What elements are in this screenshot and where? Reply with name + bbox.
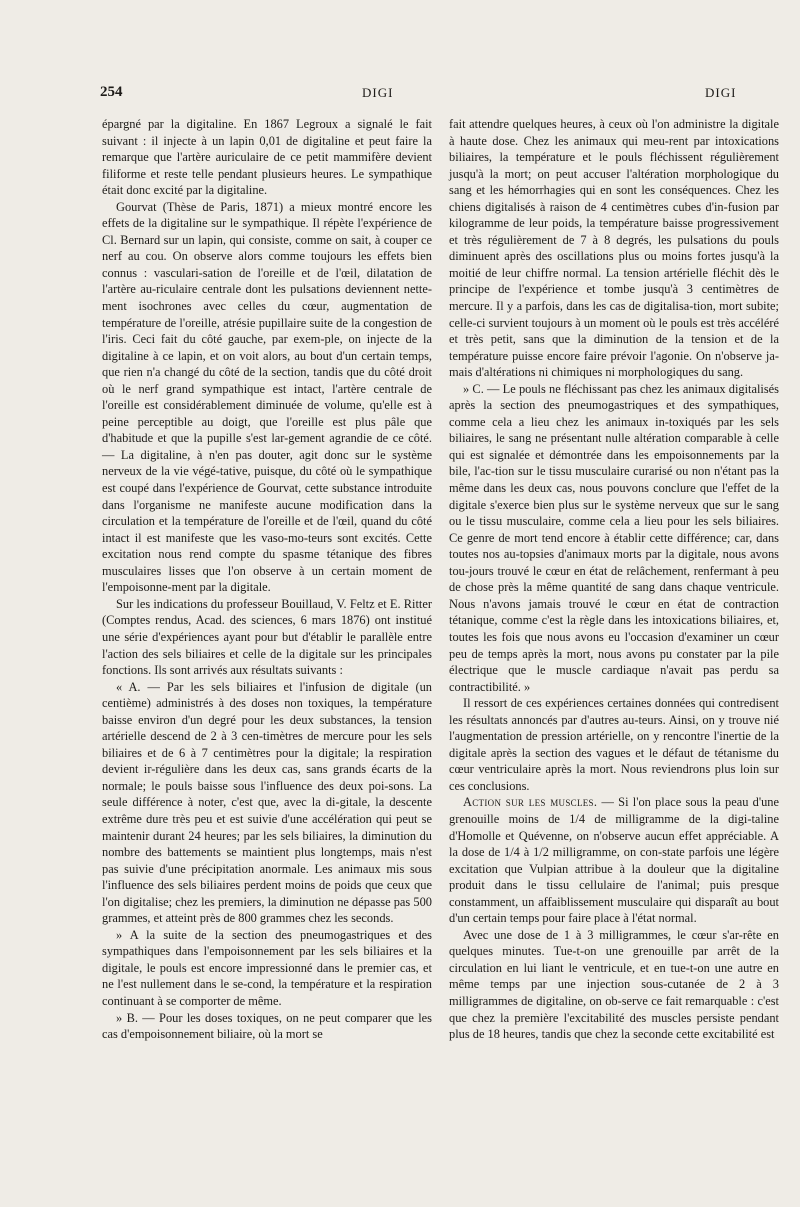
paragraph: » B. — Pour les doses toxiques, on ne peut comparer que les cas d'empoisonnement biliaire, où la mort se (102, 1010, 432, 1042)
paragraph: fait attendre quelques heures, à ceux où l'on administre la digitale à haute dose. Chez les animaux qui meu-rent par intoxications biliaires, la température et le pouls fléchissent régulièrement jusqu'à la mort; on peut accuser l'altération morphologique du sang et les hémorrhagies qui en sont les conséquences. Chez les chiens digitalisés à raison de 4 centimètres cubes d'in-fusion par kilogramme de leur poids, la température baisse progressivement et très régulièrement de 7 à 8 degrés, les pulsations du pouls diminuent après des oscillations plus ou moins fortes jusqu'à la moitié de leur chiffre normal. La tension artérielle fléchit dès le principe de l'expérience et tombe jusqu'à 3 centimètres de mercure. Il y a parfois, dans les cas de digitalisa-tion, mort subite; celle-ci survient toujours à un moment où le pouls est très accéléré et très petit, sans que la diminution de la tension et de la température puisse encore faire prévoir l'agonie. On n'observe ja-mais d'altérations ni chimiques ni morphologiques du sang. (449, 117, 779, 380)
paragraph: Il ressort de ces expériences certaines données qui contredisent les résultats annoncés par d'autres au-teurs. Ainsi, on y trouve nié l'augmentation de pression artérielle, on y rencontre l'inertie de la digitale après la section des vagues et le défaut de tétanisme du cœur ventriculaire après la mort. Nous reviendrons plus loin sur ces conclusions. (449, 696, 779, 793)
section-heading: Action sur les muscles. (463, 795, 598, 810)
page-number: 254 (100, 84, 123, 100)
paragraph: » A la suite de la section des pneumogastriques et des sympathiques dans l'empoisonnement par les sels biliaires et la digitale, le pouls est encore impressionné dans le premier cas, et ne l'est nullement dans le se-cond, la température et la respiration continuant à se comporter de même. (102, 927, 432, 1008)
paragraph: » C. — Le pouls ne fléchissant pas chez les animaux digitalisés après la section des pneumogastriques et des sympathiques, comme cela a lieu chez les animaux in-toxiqués par les sels biliaires, le sang ne présentant nulle altération comparable à celle qui est signalée et démontrée dans les empoisonnements par la bile, l'ac-tion sur le tissu musculaire curarisé ou non n'étant pas la même dans les deux cas, nous pouvons conclure que l'effet de la digitale s'exerce bien plus sur le système nerveux que sur le sang ou le tissu musculaire, comme cela a lieu pour les sels biliaires. Ce genre de mort tend encore à établir cette différence; car, dans toutes nos au-topsies d'animaux morts par la digitale, nous avons tou-jours trouvé le cœur en état de relâchement, renfermant à peu de chose près la même quantité de sang dans chaque ventricule. Nous n'avons jamais trouvé le cœur en état de contraction tétanique, comme c'est la règle dans les intoxications biliaires, et, toutes les fois que nous avons eu l'occasion d'examiner un cœur peu de temps après la mort, nous avons pu constater par la pile électrique que le muscle cardiaque n'avait pas perdu sa contractibilité. » (449, 381, 779, 694)
running-head-left: DIGI (362, 85, 394, 100)
page-header (100, 84, 780, 106)
left-column (102, 116, 432, 1043)
paragraph: Avec une dose de 1 à 3 milligrammes, le cœur s'ar-rête en quelques minutes. Tue-t-on une grenouille par arrêt de la circulation en lui liant le ventricule, et en tue-t-on une autre en même temps par une injection sous-cutanée de 2 à 3 milligrammes de digitaline, on ob-serve ce fait remarquable : c'est que chez la première l'excitabilité des muscles persiste pendant plus de 18 heures, tandis que chez la seconde cette excitabilité est (449, 927, 779, 1042)
running-head-right: DIGI (705, 85, 737, 100)
paragraph-section (449, 794, 779, 926)
paragraph: Sur les indications du professeur Bouillaud, V. Feltz et E. Ritter (Comptes rendus, Acad. des sciences, 6 mars 1876) ont institué une série d'expériences ayant pour but d'établir le parallèle entre l'action des sels biliaires et celle de la digitale sur les principales fonctions. Ils sont arrivés aux résultats suivants : (102, 596, 432, 678)
paragraph: « A. — Par les sels biliaires et l'infusion de digitale (un centième) administrés à des doses non toxiques, la température baisse environ d'un degré pour les deux substances, la tension artérielle descend de 2 à 3 cen-timètres de mercure pour les sels biliaires et de 6 à 7 centimètres pour la digitale; la respiration devient ir-régulière dans les deux cas, sans grands écarts de la normale; le pouls baisse sous l'influence des deux poi-sons. La seule différence à noter, c'est que, avec la di-gitale, la descente extrême dure très peu et est suivie d'une accélération qui peut se maintenir durant 24 heures; par les sels biliaires, la diminution du nombre des battements se maintient plus longtemps, mais n'est pas suivie d'une précipitation anormale. Les animaux mis sous l'influence des sels biliaires perdent moins de poids que ceux que l'on digitalise; chez les premiers, la diminution ne dépasse pas 500 grammes, et atteint près de 800 grammes chez les seconds. (102, 679, 432, 926)
paragraph: épargné par la digitaline. En 1867 Legroux a signalé le fait suivant : il injecte à un lapin 0,01 de digitaline et peut faire la remarque que l'artère auriculaire de ce petit mammifère devient filiforme et reste telle pendant plusieurs heures. Le sympathique était donc excité par la digitaline. (102, 117, 432, 198)
section-text: — Si l'on place sous la peau d'une grenouille moins de 1/4 de milligramme de la digi-taline d'Homolle et Quévenne, on n'observe aucun effet appréciable. A la dose de 1/4 à 1/2 milligramme, on con-state parfois une légère excitation que Vulpian attribue à la douleur que la digitaline produit dans le tissu cellulaire de l'animal; puis presque constamment, un affaiblissement musculaire qui disparaît au bout d'un certain temps pour faire place à l'état normal. (449, 795, 779, 926)
right-column (449, 116, 779, 1043)
paragraph: Gourvat (Thèse de Paris, 1871) a mieux montré encore les effets de la digitaline sur le sympathique. Il répète l'expérience de Cl. Bernard sur un lapin, qui consiste, comme on sait, à couper ce nerf au cou. On observe alors comme toujours les effets bien connus : vasculari-sation de l'oreille et de l'œil, dilatation de l'artère au-riculaire centrale dont les pulsations deviennent nette-ment isochrones avec celles du cœur, augmentation de température de l'oreille, atrésie pupillaire suite de la congestion de l'iris. Ceci fait du côté gauche, par exem-ple, on injecte de la digitaline à ce lapin, et on voit alors, au bout d'un certain temps, que rien n'a changé du côté de la section, tandis que du côté droit où le nerf grand sympathique est intact, l'artère centrale de l'oreille est considérablement diminuée de volume, qu'elle est à peine perceptible au doigt, que l'oreille est plus pâle que d'habitude et que la pupille s'est lar-gement agrandie de ce côté. — La digitaline, à n'en pas douter, agit donc sur le système nerveux de la vie végé-tative, puisque, du côté où le sympathique est coupé dans l'expérience de Gourvat, cette substance introduite dans l'organisme ne manifeste aucune modification dans la circulation et la température de l'oreille et de l'œil, quand du côté intact il est manifeste que les vaso-mo-teurs sont excités. Cette excitation nous rend compte du spasme tétanique des fibres musculaires lisses que l'on observe à un certain moment de l'empoisonne-ment par la digitale. (102, 199, 432, 595)
